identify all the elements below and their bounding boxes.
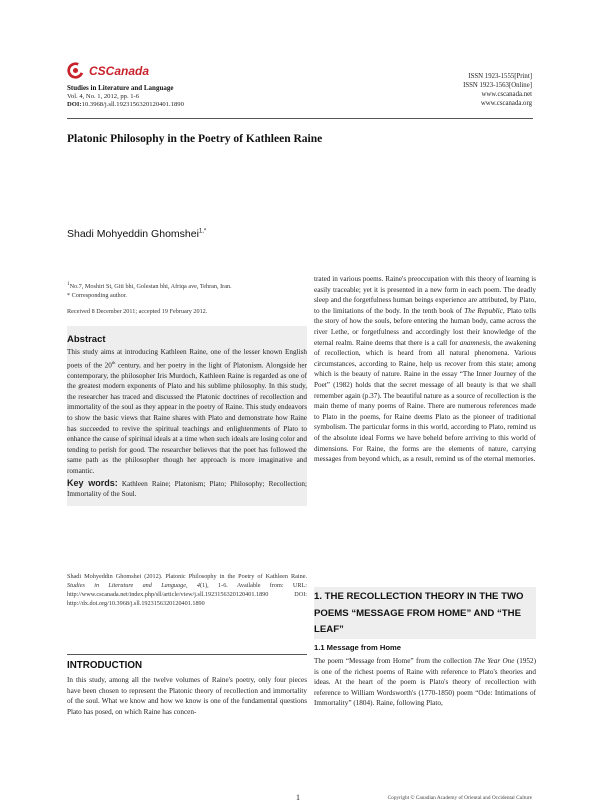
header-divider	[67, 118, 533, 119]
journal-url-net[interactable]: www.cscanada.net	[481, 91, 532, 98]
page-number: 1	[296, 793, 300, 802]
subsection-1-1-text	[314, 656, 536, 709]
affiliation-line	[67, 280, 307, 291]
body-text-part: (1952) is one of the richest poems of Raine with reference to Plato's theories and ideas. At the heart of the poem is Plato's theory of recollection with reference to William Wordsworth's (1770-1850) poem “Ode: Intimations of Immortality” (1804). Raine, following Plato,	[314, 657, 536, 708]
subsection-1-1-heading: 1.1 Message from Home	[314, 643, 401, 652]
doi-value[interactable]: 10.3968/j.sll.1923156320120401.1890	[81, 101, 184, 108]
corresponding-author-note: * Corresponding author.	[67, 292, 127, 300]
section-1-heading: 1. THE RECOLLECTION THEORY IN THE TWO POEMS “MESSAGE FROM HOME” AND “THE LEAF”	[314, 591, 524, 635]
issn-print: ISSN 1923-1555[Print]	[468, 73, 532, 80]
section-1-box	[314, 587, 536, 639]
affiliation-block	[67, 280, 307, 300]
affiliation-text: No.7, Moshiri St, Giti bhi, Golestan bhi, Afriqa ave, Tehran, Iran.	[69, 283, 232, 291]
intro-divider	[67, 654, 307, 655]
affiliation-marker: 1	[67, 281, 70, 287]
abstract-sup: th	[111, 359, 116, 365]
introduction-heading: INTRODUCTION	[67, 660, 143, 671]
author-affiliation-marker: 1,*	[198, 228, 207, 235]
author-name-text: Shadi Mohyeddin Ghomshei	[67, 228, 199, 240]
introduction-text: In this study, among all the twelve volumes of Raine's poetry, only four pieces have been chosen to represent the Platonic theory of recollection and immortality of the soul. What we know and how we know is one of the fundamental questions Plato has posed, on which Raine has concen-	[67, 676, 307, 716]
abstract-text	[67, 347, 307, 477]
received-dates: Received 8 December 2011; accepted 19 February 2012.	[67, 308, 208, 315]
body-text-part: trated in various poems. Raine's preoccupation with this theory of learning is easily traceable; yet it is presented in a new form in each poem. The deadly sleep and the forgetfulness human beings experience are attributed, by Plato, to the limitations of the body. In the tenth book of	[314, 275, 536, 315]
article-title: Platonic Philosophy in the Poetry of Kathleen Raine	[67, 133, 323, 145]
citation-text: Shadi Mohyeddin Ghomshei (2012). Platonic Philosophy in the Poetry of Kathleen Raine.	[67, 573, 307, 580]
issn-online: ISSN 1923-1563[Online]	[463, 82, 532, 89]
citation-links[interactable]: (1), 1-6. Available from: URL: http://www.cscanada.net/index.php/sll/article/view/j.sll.1923156320120401.1890 DOI: http://dx.doi.org/10.3968/j.sll.1923156320120401.1890	[67, 582, 307, 607]
italic-term: anamnesis	[459, 338, 491, 347]
abstract-text-part: century, and her poetry in the light of Platonism. Alongside her contemporary, the philosopher Iris Murdoch, Kathleen Raine is regarded as one of the greatest modern exponents of Plato and his sublime philosophy. In this study, the researcher has traced and discussed the Platonic doctrines of recollection and immortality of the soul as they appear in the poetry of Raine. This study endeavors to show the basic views that Raine shares with Plato and demonstrate how Raine has succeeded to revive the spiritual teachings and enlightenments of Plato to enhance the cause of spiritual ideals at a time when such ideals are losing color and tending to perish for good. The researcher believes that the poet has followed the same path as the philosopher though her approach is more imaginative and romantic.	[67, 360, 307, 475]
body-text-part: , Plato tells the story of how the souls, before entering the human body, came across the river Lethe, or forgetfulness and accordingly lost their knowledge of the eternal realm. Raine deems that there is a call for	[314, 306, 536, 347]
italic-title: The Year One	[474, 657, 515, 665]
citation-journal: Studies in Literature and Language, 4	[67, 582, 200, 589]
doi-line	[67, 101, 184, 108]
keywords-label: Key words:	[67, 477, 118, 488]
abstract-section	[67, 326, 307, 506]
journal-url-org[interactable]: www.cscanada.org	[480, 100, 532, 107]
italic-title: The Republic	[464, 306, 503, 315]
abstract-text-part: This study aims at introducing Kathleen Raine, one of the lesser known English poets of the 20	[67, 348, 307, 369]
journal-name: Studies in Literature and Language	[67, 84, 174, 92]
body-text-part: The poem “Message from Home” from the collection	[314, 657, 475, 665]
copyright-notice: Copyright © Canadian Academy of Oriental and Occidental Culture	[387, 795, 532, 801]
cscanada-logo-icon	[67, 62, 84, 79]
abstract-heading: Abstract	[67, 334, 106, 345]
citation-block	[67, 572, 307, 608]
keywords	[67, 478, 307, 500]
volume-info: Vol. 4, No. 1, 2012, pp. 1-6	[67, 93, 140, 100]
doi-label: DOI:	[67, 101, 82, 108]
author-name	[67, 228, 206, 240]
publisher-logo-text: CSCanada	[89, 64, 150, 78]
keywords-list: Kathleen Raine; Platonism; Plato; Philosophy; Recollection; Immortality of the Soul.	[67, 479, 307, 499]
abstract-box	[67, 326, 307, 506]
body-text-part: , the awakening of recollection, which is heard from all natural phenomena. Various circumstances, according to Raine, help us recover from this state; among which is the beauty of nature. Raine in the essay “The Inner Journey of the Poet” (1982) holds that the secret message of all beauty is that we shall remember again (p.37). The beautiful nature as a source of recollection is the main theme of many poems of Raine. There are numerous references made to Plato in the poems, for Raine deems Plato as the pioneer of traditional symbolism. The particular forms in this world, according to Plato, remind us of the absolute ideal Forms we have beheld before arriving to this world of dimensions. For Raine, the forms are the elements of nature, carrying messages from beyond which, as a result, remind us of the eternal memories.	[314, 338, 537, 464]
right-column-text	[314, 274, 536, 465]
